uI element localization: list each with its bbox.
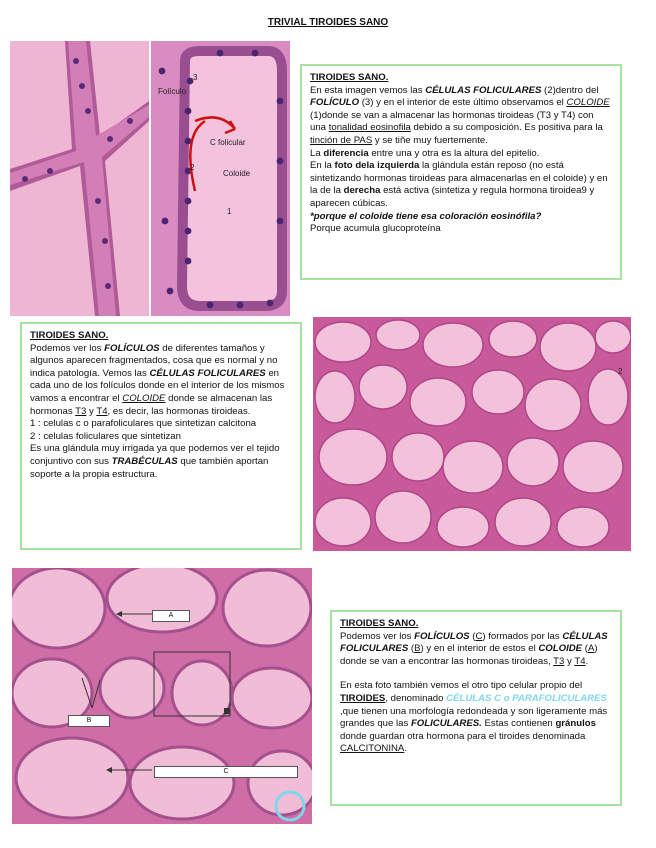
follicles-labeled — [12, 568, 312, 824]
label-c-folicular: C folicular — [210, 138, 246, 147]
text-box-1: TIROIDES SANO. En esta imagen vemos las CÉLULAS FOLICULARES (2)dentro del FOLÍCULO (3) y en el interior de este último observamos el COLOIDE (1)donde se van a almacenar las hormonas tiroideas (T3 y T4) con una tonalidad eosinofila debido a su composición. Es positiva para la tinción de PAS y se tiñe muy fuertemente. La diferencia entre una y otra es la altura del epitelio. En la foto dela izquierda la glándula están reposo (no está sintetizando hormonas tiroideas para almacenarlas en el coloide) y en la de la derecha está activa (sintetiza y regula hormona tiroidea9 y aparecen cúbicas. *porque el coloide tiene esa coloración eosinófila? Porque acumula glucoproteína — [300, 64, 622, 280]
histology-image-right — [313, 317, 631, 551]
histology-image-left — [10, 41, 290, 316]
histology-image-bottom — [12, 568, 312, 824]
page-title: TRIVIAL TIROIDES SANO — [267, 17, 389, 28]
tag-a: A — [152, 610, 190, 622]
follicle-micrograph — [10, 41, 290, 316]
text-box-3: TIROIDES SANO. Podemos ver los FOLÍCULOS (C) formados por las CÉLULAS FOLICULARES (B) y en el interior de estos el COLOIDE (A) donde se van a encontrar las hormonas tiroideas, T3 y T4. En esta foto también vemos el otro tipo celular propio del TIROIDES, denominado CÉLULAS C o PARAFOLICULARES ,que tienen una morfología redondeada y son ligeramente más grandes que las FOLICULARES. Estas contienen gránulos donde guardan otra hormona para el tiroides denominada CALCITONINA. — [330, 610, 622, 806]
follicles-low-mag — [313, 317, 631, 551]
box2-heading: TIROIDES SANO. — [30, 330, 109, 341]
label-3: 3 — [193, 73, 198, 82]
label-2: 2 — [190, 163, 195, 172]
label-coloide: Coloide — [223, 169, 251, 178]
box1-question: *porque el coloide tiene esa coloración eosinófila? — [310, 210, 542, 222]
box1-heading: TIROIDES SANO. — [310, 72, 389, 83]
label-1: 1 — [227, 207, 232, 216]
box1-answer: Porque acumula glucoproteína — [310, 223, 441, 235]
tag-b: B — [68, 715, 110, 727]
text-box-2: TIROIDES SANO. Podemos ver los FOLÍCULOS de diferentes tamaños y algunos aparecen fragmentados, cosa que es normal y no indica patología. Vemos las CÉLULAS FOLICULARES en cada uno de los folículos donde en el interior de los mismos vamos a encontrar el COLOIDE donde se almacenan las hormonas T3 y T4, es decir, las hormonas tiroideas. 1 : celulas c o parafoliculares que sintetizan calcitona 2 : celulas foliculares que sintetizan Es una glándula muy irrigada ya que podemos ver el tejido conjuntivo con sus TRABÉCULAS que también aportan soporte a la propia estructura. — [20, 322, 302, 550]
tag-c: C — [154, 766, 298, 778]
box3-heading: TIROIDES SANO. — [340, 618, 419, 629]
label-2-right: 2 — [618, 367, 623, 376]
label-foliculo: Folículo — [158, 87, 187, 96]
